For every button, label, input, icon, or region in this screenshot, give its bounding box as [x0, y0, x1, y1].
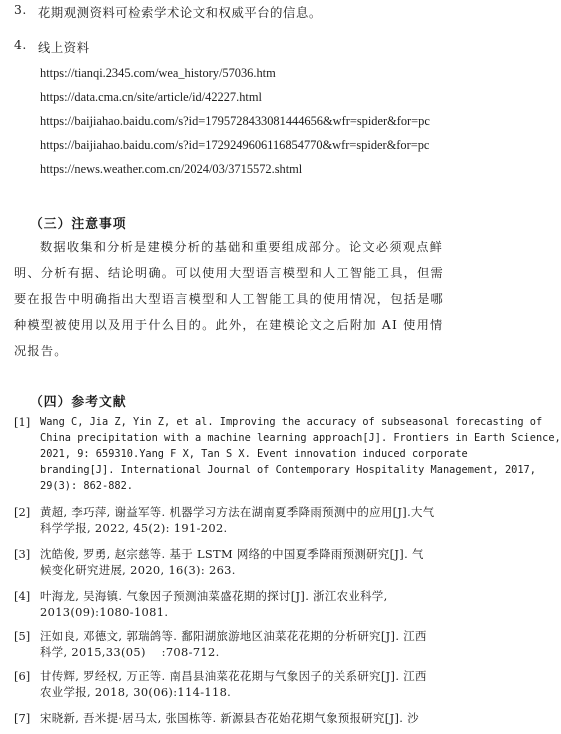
reference-line: 科学, 2015,33(05) :708-712. — [40, 645, 220, 659]
section-heading-references: （四）参考文献 — [30, 395, 127, 410]
reference-number: [2] — [14, 505, 31, 519]
reference-number: [1] — [14, 415, 31, 429]
notes-paragraph-line: 数据收集和分析是建模分析的基础和重要组成部分。论文必须观点鲜 — [40, 240, 444, 254]
notes-paragraph-line: 明、分析有据、结论明确。可以使用大型语言模型和人工智能工具，但需 — [14, 266, 444, 280]
reference-number: [5] — [14, 629, 31, 643]
list-number-4: 4. — [14, 38, 27, 52]
list-item-3-text: 花期观测资料可检索学术论文和权威平台的信息。 — [38, 6, 322, 20]
reference-line: 2013(09):1080-1081. — [40, 605, 169, 619]
reference-line: 29(3): 862-882. — [40, 480, 133, 492]
reference-line: 沈皓俊, 罗勇, 赵宗慈等. 基于 LSTM 网络的中国夏季降雨预测研究[J]. 气 — [40, 547, 424, 561]
reference-line: China precipitation with a machine learning approach[J]. Frontiers in Earth Science, — [40, 432, 561, 444]
reference-line: 2021, 9: 659310.Yang F X, Tan S X. Event innovation induced corporate — [40, 448, 468, 460]
reference-line: 候变化研究进展, 2020, 16(3): 263. — [40, 563, 236, 577]
reference-number: [6] — [14, 669, 31, 683]
resource-link[interactable]: https://baijiahao.baidu.com/s?id=1795728433081444656&wfr=spider&for=pc — [40, 114, 430, 128]
reference-line: 甘传辉, 罗经权, 万正等. 南昌县油菜花花期与气象因子的关系研究[J]. 江西 — [40, 669, 427, 683]
resource-link[interactable]: https://baijiahao.baidu.com/s?id=1729249606116854770&wfr=spider&for=pc — [40, 138, 430, 152]
list-number-3: 3. — [14, 3, 27, 17]
section-heading-notes: （三）注意事项 — [30, 217, 127, 232]
reference-line: branding[J]. International Journal of Contemporary Hospitality Management, 2017, — [40, 464, 536, 476]
reference-line: 黄超, 李巧萍, 谢益军等. 机器学习方法在湖南夏季降雨预测中的应用[J].大气 — [40, 505, 435, 519]
reference-line: 汪如良, 邓德文, 郭瑞鸽等. 鄱阳湖旅游地区油菜花花期的分析研究[J]. 江西 — [40, 629, 427, 643]
notes-paragraph-line: 要在报告中明确指出大型语言模型和人工智能工具的使用情况，包括是哪 — [14, 292, 444, 306]
resource-link[interactable]: https://tianqi.2345.com/wea_history/57036.htm — [40, 66, 276, 80]
notes-paragraph-line: 种模型被使用以及用于什么目的。此外，在建模论文之后附加 AI 使用情 — [14, 318, 444, 332]
online-resources-title: 线上资料 — [38, 41, 90, 55]
reference-line: 科学学报, 2022, 45(2): 191-202. — [40, 521, 228, 535]
notes-paragraph-line: 况报告。 — [14, 344, 68, 358]
reference-line: 农业学报, 2018, 30(06):114-118. — [40, 685, 232, 699]
reference-number: [3] — [14, 547, 31, 561]
resource-link[interactable]: https://news.weather.com.cn/2024/03/3715572.shtml — [40, 162, 303, 176]
reference-line: 叶海龙, 吴海镇. 气象因子预测油菜盛花期的探讨[J]. 浙江农业科学, — [40, 589, 388, 603]
reference-line: Wang C, Jia Z, Yin Z, et al. Improving the accuracy of subseasonal forecasting of — [40, 416, 543, 428]
resource-link[interactable]: https://data.cma.cn/site/article/id/42227.html — [40, 90, 262, 104]
reference-line: 宋晓新, 吾米提·居马太, 张国栋等. 新源县杏花始花期气象预报研究[J]. 沙 — [40, 711, 419, 725]
reference-number: [7] — [14, 711, 31, 725]
reference-number: [4] — [14, 589, 31, 603]
